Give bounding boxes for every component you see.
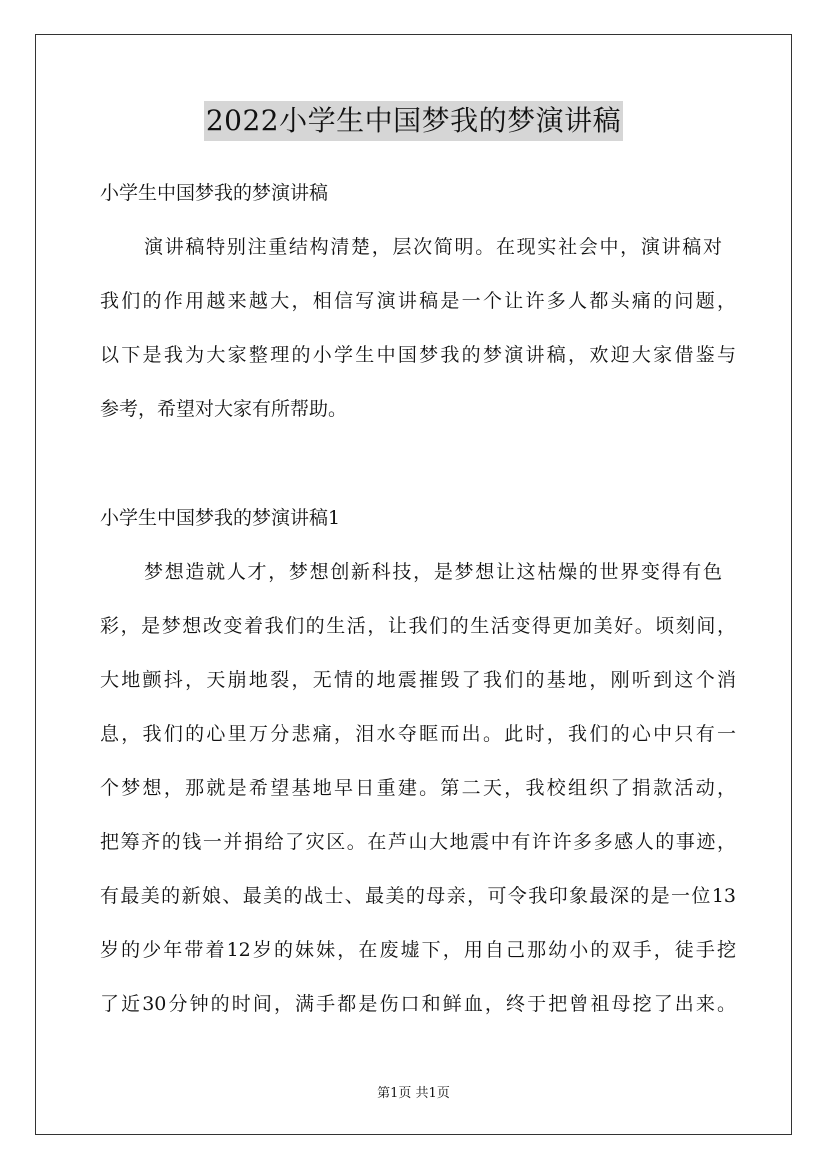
- section-line: 有最美的新娘、最美的战士、最美的母亲，可令我印象最深的是一位13: [100, 885, 736, 907]
- section-line: 把筹齐的钱一并捐给了灾区。在芦山大地震中有许许多多感人的事迹，: [100, 831, 736, 853]
- title-container: [0, 101, 827, 141]
- section-line: 彩，是梦想改变着我们的生活，让我们的生活变得更加美好。顷刻间，: [100, 615, 736, 637]
- section-title: 小学生中国梦我的梦演讲稿1: [100, 507, 341, 529]
- document-subtitle: 小学生中国梦我的梦演讲稿: [100, 182, 329, 204]
- section-line: 岁的少年带着12岁的妹妹，在废墟下，用自己那幼小的双手，徒手挖: [100, 939, 736, 961]
- intro-line: 演讲稿特别注重结构清楚，层次简明。在现实社会中，演讲稿对: [144, 236, 722, 258]
- intro-line: 我们的作用越来越大，相信写演讲稿是一个让许多人都头痛的问题，: [100, 290, 736, 312]
- document-title: 2022小学生中国梦我的梦演讲稿: [204, 101, 623, 141]
- section-line: 个梦想，那就是希望基地早日重建。第二天，我校组织了捐款活动，: [100, 777, 736, 799]
- section-line: 大地颤抖，天崩地裂，无情的地震摧毁了我们的基地，刚听到这个消: [100, 669, 736, 691]
- page-number-footer: 第1页 共1页: [377, 1086, 450, 1101]
- section-line: 梦想造就人才，梦想创新科技，是梦想让这枯燥的世界变得有色: [144, 561, 722, 583]
- intro-line: 以下是我为大家整理的小学生中国梦我的梦演讲稿，欢迎大家借鉴与: [100, 344, 736, 366]
- section-line: 了近30分钟的时间，满手都是伤口和鲜血，终于把曾祖母挖了出来。: [100, 993, 736, 1015]
- section-line: 息，我们的心里万分悲痛，泪水夺眶而出。此时，我们的心中只有一: [100, 723, 736, 745]
- intro-line: 参考，希望对大家有所帮助。: [100, 398, 348, 420]
